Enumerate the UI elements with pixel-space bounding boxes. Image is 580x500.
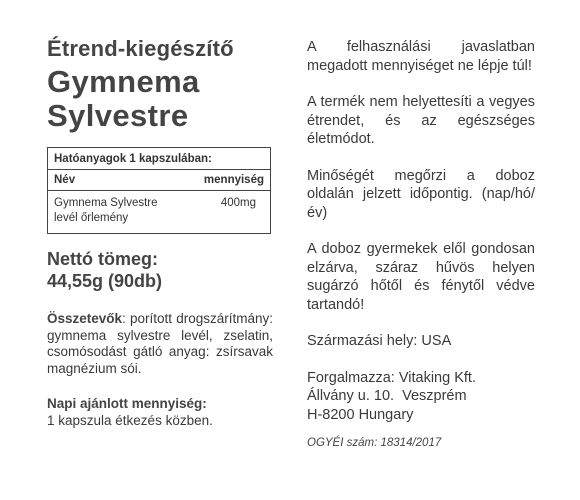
storage-note: A doboz gyermekek elől gondosan elzárva, száraz hűvös helyen sugárzó hőtől és fénytől védve tartandó!	[307, 241, 535, 313]
distributor-street: Állvány u. 10. Veszprém	[307, 388, 467, 404]
net-weight	[47, 248, 273, 292]
product-title	[47, 65, 273, 133]
diet-note: A termék nem helyettesíti a vegyes étrendet, és az egészséges életmódot.	[307, 94, 535, 147]
ingredient-amount: 400mg	[220, 197, 256, 209]
column-header-name: Név	[54, 174, 76, 186]
ogyei-number: OGYÉI szám: 18314/2017	[307, 437, 442, 449]
ingredient-name: Gymnema Sylvestre levél őrlemény	[54, 197, 158, 224]
daily-dose-text: 1 kapszula étkezés közben.	[47, 413, 213, 428]
components-label: Összetevők	[47, 311, 123, 326]
distributor-name: Forgalmazza: Vitaking Kft.	[307, 369, 476, 386]
dosage-warning: A felhasználási javaslatban megadott mennyiséget ne lépje túl!	[307, 39, 535, 74]
ingredients-table-header: Hatóanyagok 1 kapszulában:	[48, 148, 270, 170]
product-title-line2: Sylvestre	[47, 98, 189, 133]
distributor-postcode: H-8200 Hungary	[307, 406, 414, 423]
components-text	[47, 311, 273, 377]
left-column	[47, 36, 273, 429]
product-title-line1: Gymnema	[47, 64, 200, 99]
product-subtitle: Étrend-kiegészítő	[47, 36, 234, 61]
right-column	[307, 38, 535, 453]
net-weight-value: 44,55g (90db)	[47, 271, 163, 291]
table-row	[48, 191, 270, 233]
net-weight-label: Nettó tömeg:	[47, 249, 158, 269]
expiry-note: Minőségét megőrzi a doboz oldalán jelzett időpontig. (nap/hó/év)	[307, 167, 535, 221]
daily-dose-label: Napi ajánlott mennyiség:	[47, 396, 207, 411]
distributor	[307, 369, 535, 425]
ingredients-table	[47, 147, 271, 234]
ingredients-table-column-headers	[48, 170, 270, 191]
origin: Származási hely: USA	[307, 333, 452, 349]
column-header-amount: mennyiség	[203, 174, 264, 186]
components-body: : porított drogszárítmány: gymnema sylvestre levél, zselatin, csomósodást gátló anyag: zsírsavak magnézium sói.	[47, 311, 273, 376]
